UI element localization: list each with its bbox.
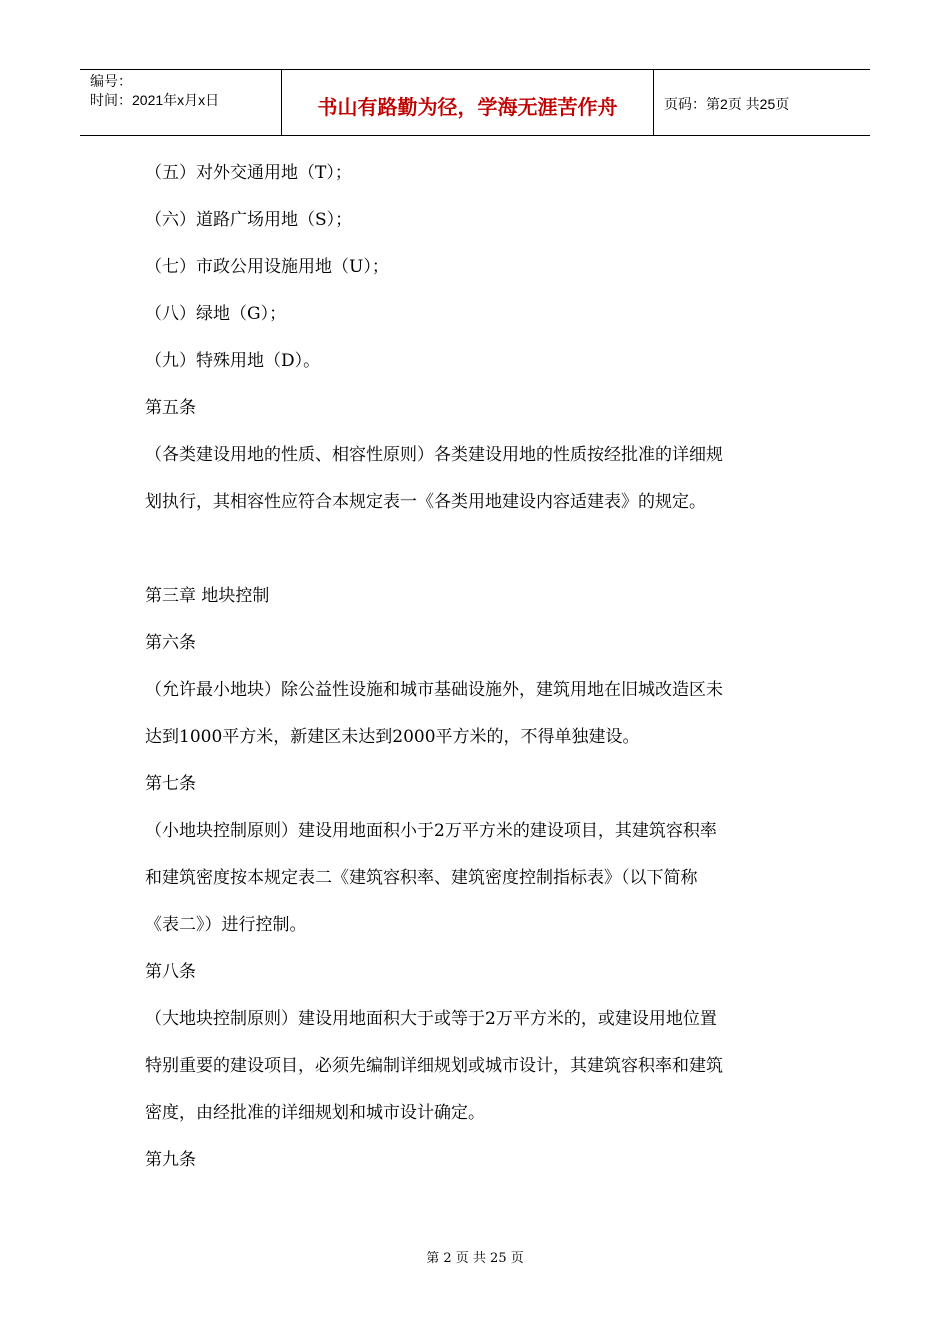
paragraph-line: （小地块控制原则）建设用地面积小于2万平方米的建设项目，其建筑容积率: [145, 821, 717, 841]
page-info: 页码：第2页 共25页: [664, 95, 790, 112]
chapter-heading: 第三章 地块控制: [145, 586, 270, 606]
article-heading: 第五条: [145, 398, 196, 418]
document-body: [145, 150, 815, 1184]
motto-text: 书山有路勤为径，学海无涯苦作舟: [317, 95, 618, 119]
paragraph-line: 特别重要的建设项目，必须先编制详细规划或城市设计，其建筑容积率和建筑: [145, 1056, 723, 1076]
article-heading: 第九条: [145, 1150, 196, 1170]
paragraph-line: 《表二》）进行控制。: [145, 915, 307, 935]
article-heading: 第七条: [145, 774, 196, 794]
paragraph-line: （各类建设用地的性质、相容性原则）各类建设用地的性质按经批准的详细规: [145, 445, 723, 465]
list-item: （六）道路广场用地（S）；: [145, 210, 353, 230]
paragraph-line: （允许最小地块）除公益性设施和城市基础设施外，建筑用地在旧城改造区未: [145, 680, 723, 700]
page-footer: [0, 1247, 950, 1266]
time-label: 时间：2021年x月x日: [90, 92, 220, 108]
header-page-cell: [654, 70, 870, 135]
list-item: （八）绿地（G）；: [145, 304, 287, 324]
article-heading: 第八条: [145, 962, 196, 982]
paragraph-line: （大地块控制原则）建设用地面积大于或等于2万平方米的，或建设用地位置: [145, 1009, 717, 1029]
paragraph-line: 和建筑密度按本规定表二《建筑容积率、建筑密度控制指标表》（以下简称: [145, 868, 698, 888]
article-heading: 第六条: [145, 633, 196, 653]
page-header: [80, 69, 870, 136]
list-item: （九）特殊用地（D）。: [145, 351, 321, 371]
list-item: （五）对外交通用地（T）；: [145, 163, 352, 183]
paragraph-line: 密度，由经批准的详细规划和城市设计确定。: [145, 1103, 485, 1123]
serial-label: 编号：: [90, 73, 132, 89]
paragraph-line: 达到1000平方米，新建区未达到2000平方米的，不得单独建设。: [145, 727, 640, 747]
blank-line: [145, 526, 815, 573]
header-motto-cell: [282, 70, 654, 135]
footer-page-number: 第 2 页 共 25 页: [426, 1251, 524, 1266]
paragraph-line: 划执行，其相容性应符合本规定表一《各类用地建设内容适建表》的规定。: [145, 492, 706, 512]
list-item: （七）市政公用设施用地（U）；: [145, 257, 389, 277]
header-meta-cell: [80, 70, 282, 135]
